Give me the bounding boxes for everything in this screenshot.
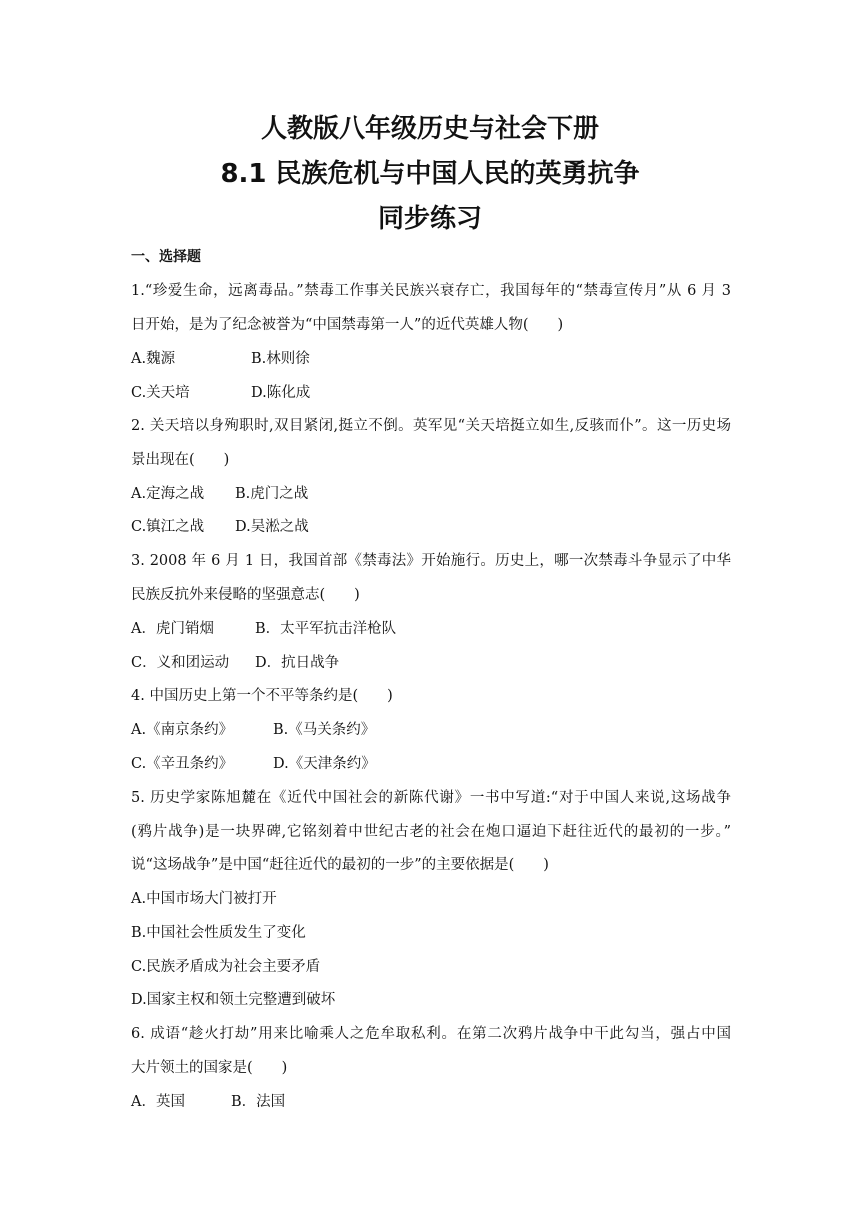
question-3-stem-line-2: 民族反抗外来侵略的坚强意志( ): [131, 587, 360, 603]
exercise-title: 同步练习: [377, 204, 482, 234]
question-1-options-row-2: [131, 383, 310, 403]
question-6-option-b: B．法国: [231, 1094, 286, 1110]
question-2-stem-line-2: 景出现在( ): [131, 452, 230, 468]
question-1-option-a: A.魏源: [131, 351, 176, 367]
question-1-option-c: C.关天培: [131, 385, 190, 401]
question-3-option-c: C．义和团运动: [131, 655, 230, 671]
question-6-option-a: A．英国: [131, 1094, 185, 1110]
question-3-options-row-2: [131, 653, 339, 673]
question-1-option-b: B.林则徐: [251, 351, 310, 367]
question-4-option-c: C.《辛丑条约》: [131, 756, 234, 772]
question-4-stem: 4. 中国历史上第一个不平等条约是( ): [131, 688, 393, 704]
question-1-stem-line-2: 日开始，是为了纪念被誉为“中国禁毒第一人”的近代英雄人物( ): [131, 317, 564, 333]
question-5-option-b: B.中国社会性质发生了变化: [131, 925, 306, 941]
question-6-options-row-1: [131, 1092, 285, 1112]
question-2-option-c: C.镇江之战: [131, 519, 205, 535]
question-2-options-row-2: [131, 517, 309, 537]
question-3-stem-line-1: 3. 2008 年 6 月 1 日，我国首部《禁毒法》开始施行。历史上，哪一次禁毒斗争显示了中华: [131, 553, 731, 569]
question-3-options-row-1: [131, 619, 396, 639]
question-4-option-a: A.《南京条约》: [131, 722, 234, 738]
question-4-option-b: B.《马关条约》: [273, 722, 376, 738]
question-1-stem-line-1: 1.“珍爱生命，远离毒品。”禁毒工作事关民族兴衰存亡，我国每年的“禁毒宣传月”从 6 月 3: [131, 283, 731, 299]
question-5-stem-line-1: 5. 历史学家陈旭麓在《近代中国社会的新陈代谢》一书中写道:“对于中国人来说,这场战争: [131, 790, 731, 806]
question-4-options-row-2: [131, 754, 376, 774]
question-5-option-a: A.中国市场大门被打开: [131, 891, 277, 907]
question-4-option-d: D.《天津条约》: [273, 756, 376, 772]
question-6-stem-line-2: 大片领土的国家是( ): [131, 1060, 288, 1076]
question-5-stem-line-2: (鸦片战争)是一块界碑,它铭刻着中世纪古老的社会在炮口逼迫下赶往近代的最初的一步。”: [131, 824, 731, 840]
question-5-option-c: C.民族矛盾成为社会主要矛盾: [131, 959, 321, 975]
question-2-option-a: A.定海之战: [131, 486, 205, 502]
question-3-option-b: B．太平军抗击洋枪队: [255, 621, 397, 637]
question-4-options-row-1: [131, 720, 375, 740]
question-2-option-b: B.虎门之战: [235, 486, 309, 502]
question-5-option-d: D.国家主权和领土完整遭到破坏: [131, 992, 336, 1008]
question-2-stem-line-1: 2. 关天培以身殉职时,双目紧闭,挺立不倒。英军见“关天培挺立如生,反骇而仆”。这一历史场: [131, 418, 731, 434]
question-1-options-row-1: [131, 349, 310, 369]
question-1-option-d: D.陈化成: [251, 385, 311, 401]
question-5-stem-line-3: 说“这场战争”是中国“赶往近代的最初的一步”的主要依据是( ): [131, 857, 549, 873]
section-heading: 一、选择题: [131, 249, 201, 265]
question-2-option-d: D.吴淞之战: [235, 519, 309, 535]
document-title: 人教版八年级历史与社会下册: [260, 114, 599, 144]
question-6-stem-line-1: 6. 成语“趁火打劫”用来比喻乘人之危牟取私利。在第二次鸦片战争中干此勾当，强占中国: [131, 1026, 731, 1042]
lesson-title: 8.1 民族危机与中国人民的英勇抗争: [220, 159, 640, 189]
question-3-option-d: D．抗日战争: [255, 655, 340, 671]
question-2-options-row-1: [131, 484, 308, 504]
question-3-option-a: A．虎门销烟: [131, 621, 214, 637]
